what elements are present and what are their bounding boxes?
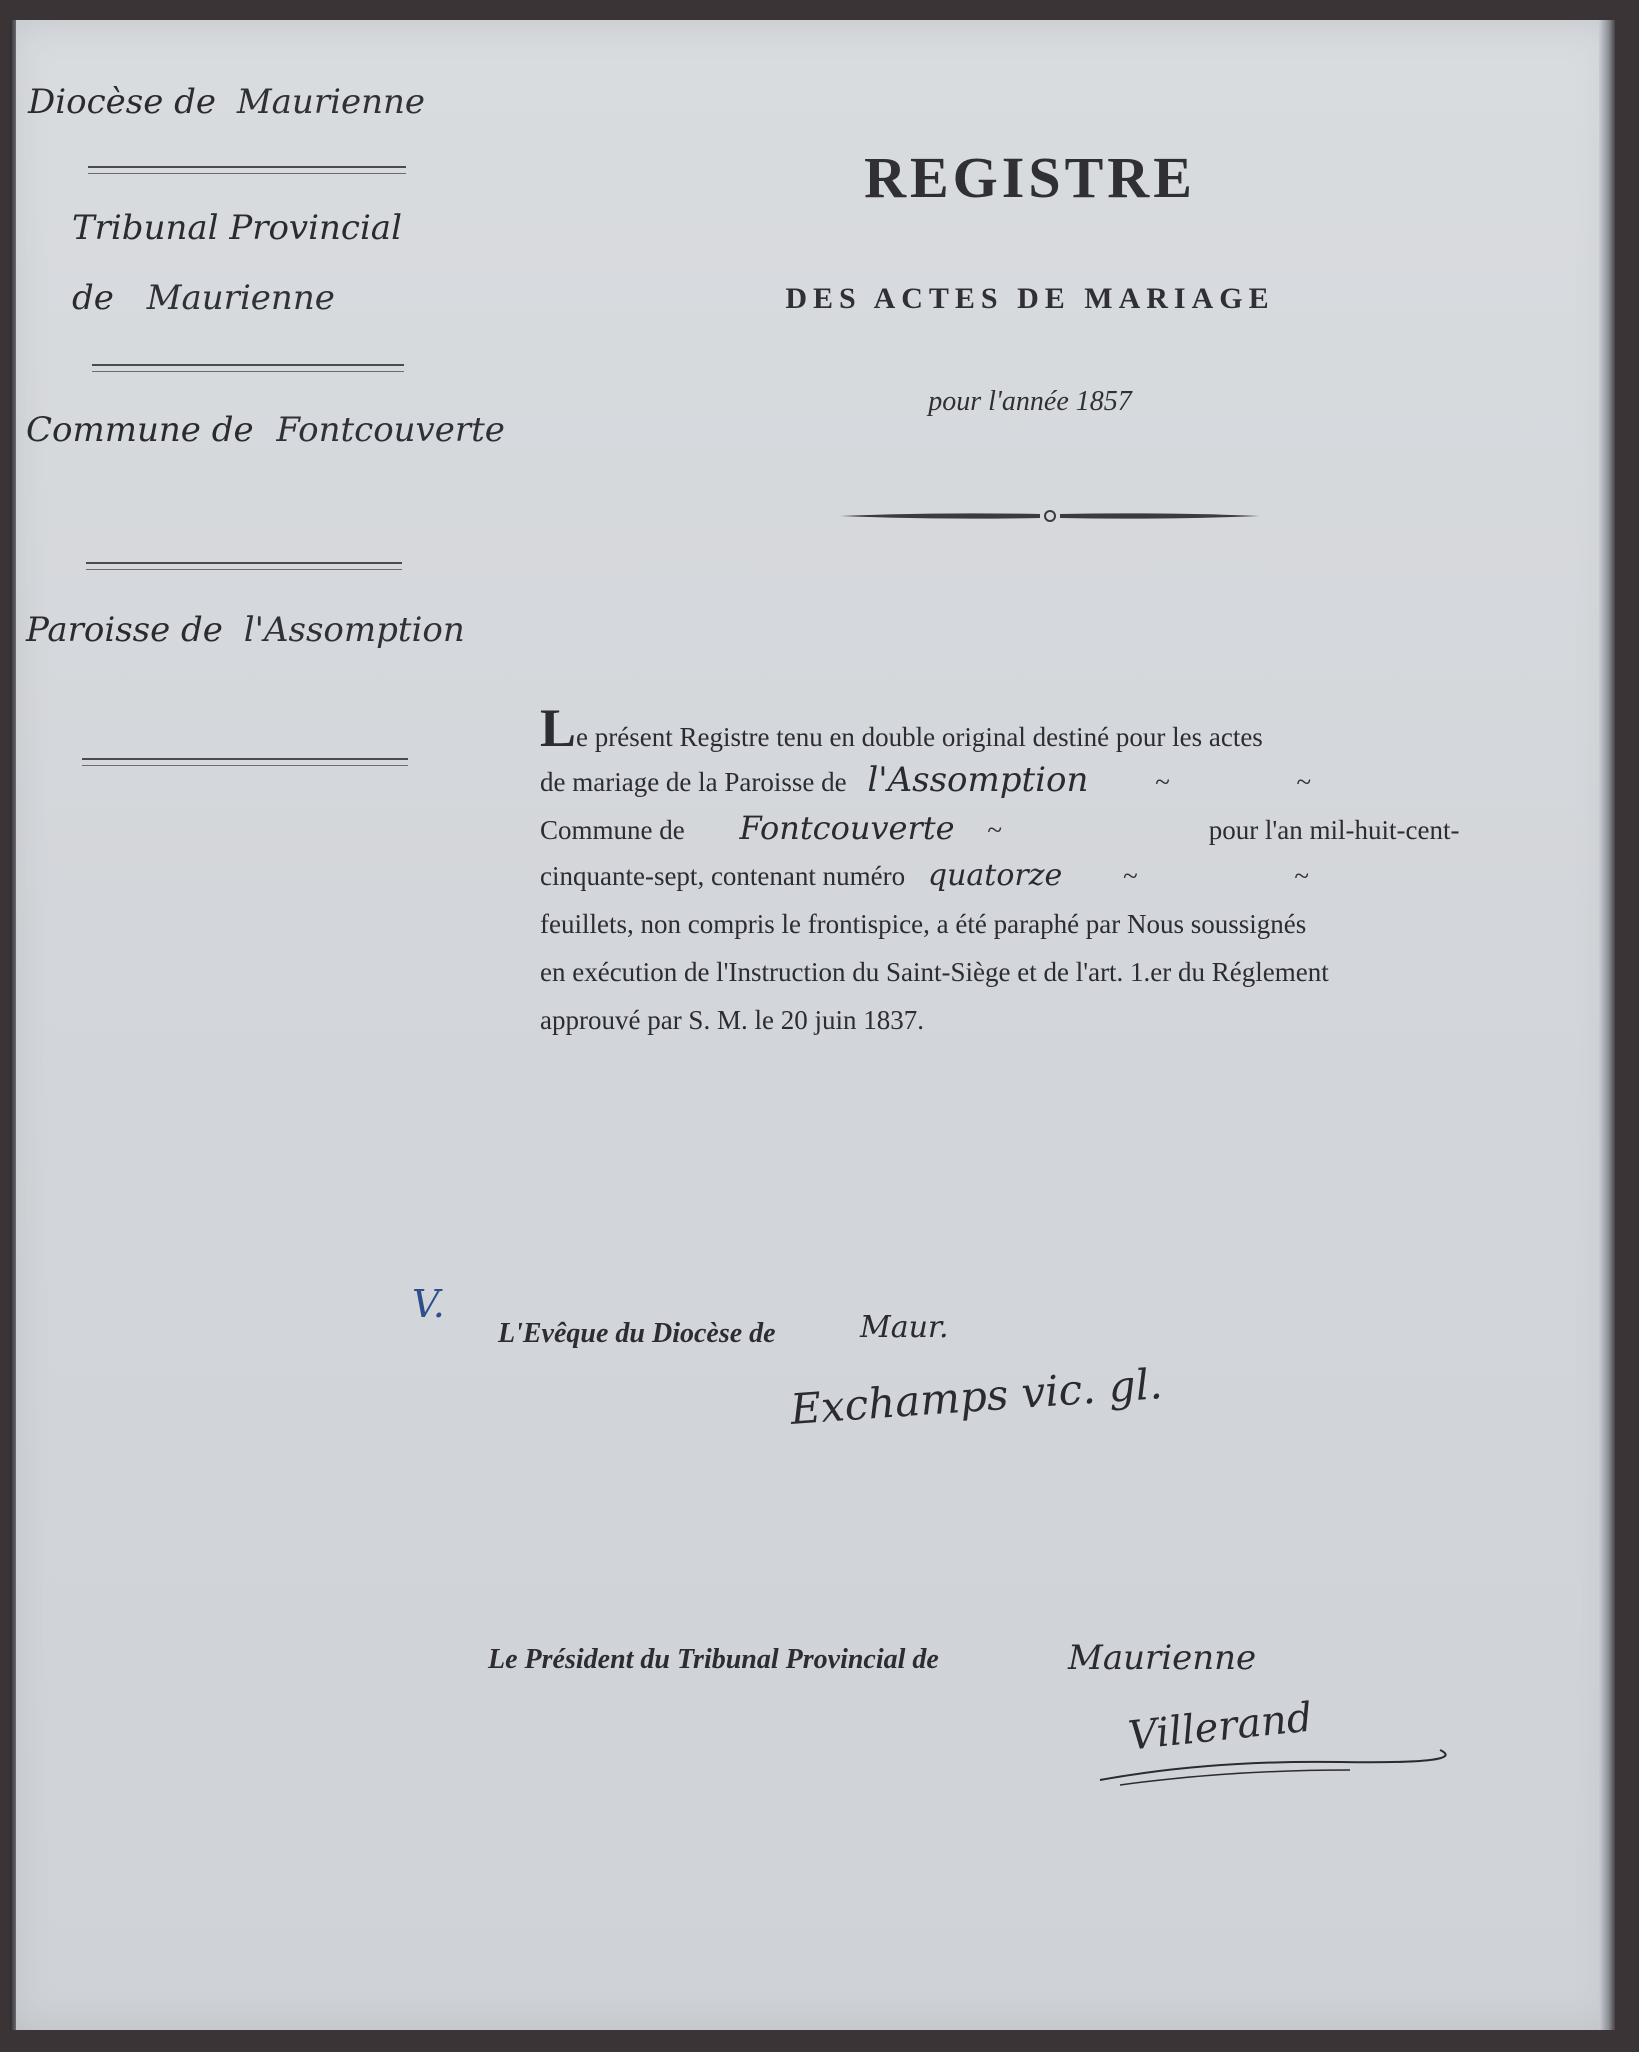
tribunal-line2 <box>72 278 335 318</box>
declaration-text: de mariage de la Paroisse de <box>540 767 847 797</box>
bishop-visa-mark: V. <box>412 1282 445 1326</box>
page-edge <box>1599 20 1615 2030</box>
declaration-line-5: feuillets, non compris le frontispice, a été paraphé par Nous soussignés <box>540 909 1307 939</box>
declaration-line-3 <box>540 804 1459 854</box>
declaration-text: pour l'an mil-huit-cent- <box>1208 815 1460 845</box>
tribunal-value: Maurienne <box>146 278 335 318</box>
filler-dash: ~ <box>1294 861 1310 891</box>
declaration-text: e présent Registre tenu en double original destiné pour les actes <box>576 722 1263 752</box>
register-subtitle: DES ACTES DE MARIAGE <box>785 282 1275 315</box>
declaration-line-4 <box>540 852 1309 900</box>
signature-flourish <box>1090 1720 1450 1790</box>
register-title: REGISTRE <box>864 145 1196 210</box>
commune-value: Fontcouverte <box>276 410 505 450</box>
paroisse-value: l'Assomption <box>243 610 465 650</box>
diocese-value: Maurienne <box>236 82 425 122</box>
commune-line <box>26 410 505 450</box>
tribunal-label-de: de <box>72 278 114 318</box>
filler-dash: ~ <box>1123 861 1138 891</box>
book-spine <box>10 20 16 2030</box>
year-line: pour l'année 1857 <box>928 386 1132 417</box>
drop-cap: L <box>540 698 577 758</box>
quantity-fill: quatorze <box>927 858 1063 893</box>
divider-rule <box>86 562 402 570</box>
president-tribunal-fill: Maurienne <box>1068 1638 1257 1678</box>
president-signature: Villerand <box>1126 1694 1315 1760</box>
divider-rule <box>88 166 406 174</box>
ornamental-rule <box>840 504 1260 528</box>
diocese-line <box>28 82 425 122</box>
commune-label: Commune de <box>26 410 254 450</box>
declaration-line-1 <box>540 698 1263 761</box>
divider-rule <box>82 758 408 766</box>
declaration-text: Commune de <box>540 815 685 845</box>
paroisse-line <box>26 610 465 650</box>
paroisse-label: Paroisse de <box>26 610 223 650</box>
declaration-line-6: en exécution de l'Instruction du Saint-Siège et de l'art. 1.er du Réglement <box>540 957 1329 987</box>
bishop-signature: Exchamps vic. gl. <box>788 1359 1164 1434</box>
register-page <box>10 20 1615 2030</box>
declaration-text: cinquante-sept, contenant numéro <box>540 861 906 891</box>
president-label: Le Président du Tribunal Provincial de <box>488 1644 939 1675</box>
bishop-diocese-fill: Maur. <box>860 1310 949 1345</box>
declaration-line-7: approuvé par S. M. le 20 juin 1837. <box>540 1005 924 1035</box>
bishop-label: L'Evêque du Diocèse de <box>498 1318 776 1349</box>
commune-fill: Fontcouverte <box>739 809 955 847</box>
paroisse-fill: l'Assomption <box>867 760 1089 800</box>
filler-dash: ~ <box>1296 767 1312 797</box>
diocese-label: Diocèse de <box>28 82 217 122</box>
declaration-line-2 <box>540 756 1311 806</box>
divider-rule <box>92 364 404 372</box>
declaration-block <box>540 698 1540 1088</box>
filler-dash: ~ <box>1155 767 1170 797</box>
filler-dash: ~ <box>987 815 1002 845</box>
tribunal-label-line1: Tribunal Provincial <box>72 208 402 248</box>
